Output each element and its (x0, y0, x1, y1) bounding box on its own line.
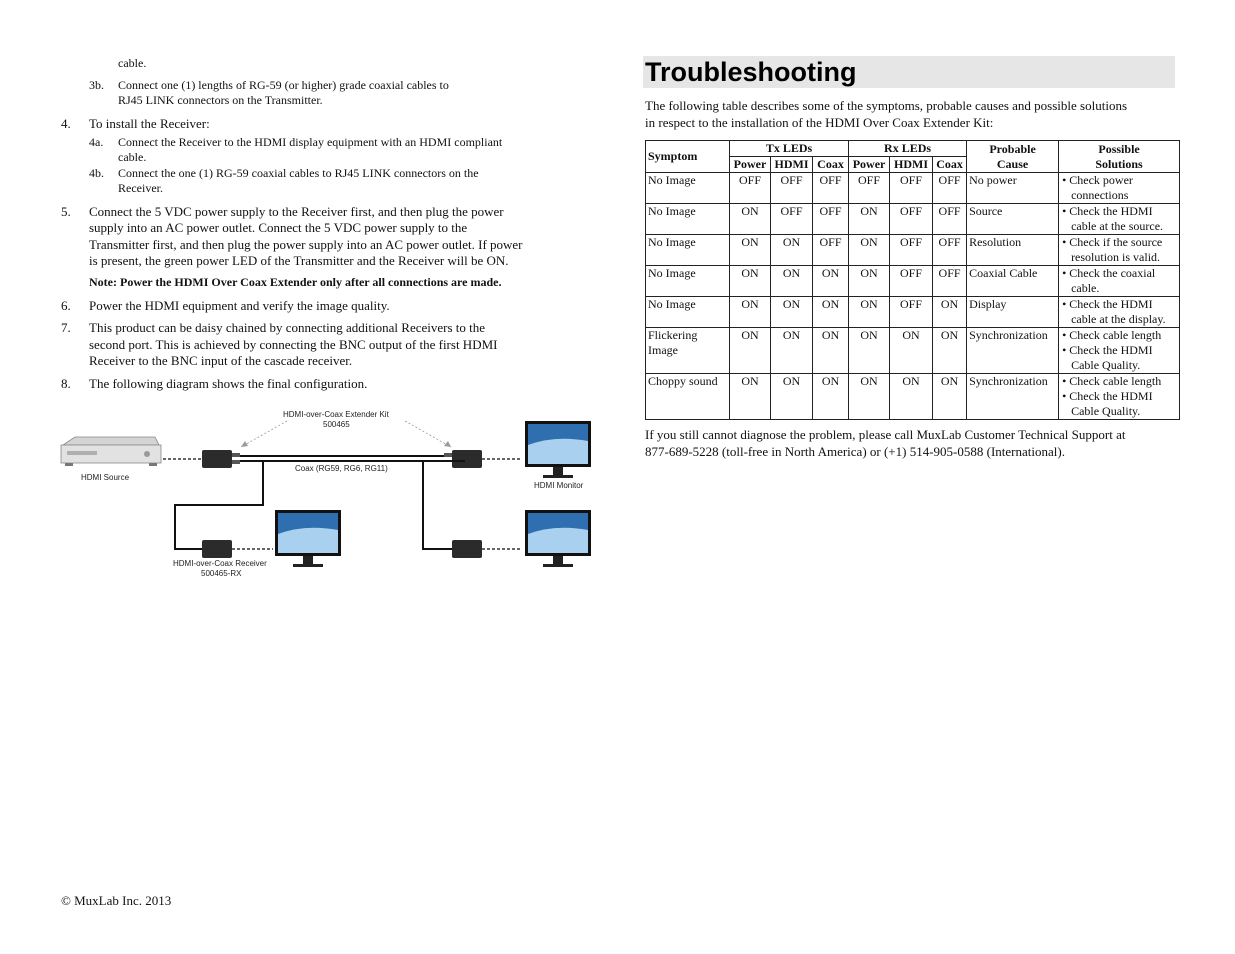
step-4b-line1: Connect the one (1) RG-59 coaxial cables to RJ45 LINK connectors on the (118, 166, 479, 180)
hdmi-monitor-label: HDMI Monitor (534, 481, 584, 490)
header-rx-coax: Coax (933, 157, 967, 173)
step-8-number: 8. (61, 376, 71, 391)
table-row (646, 297, 1180, 328)
cell-rx-power: ON (849, 235, 890, 266)
cell-cause: Synchronization (967, 328, 1059, 374)
step-7-line2: second port. This is achieved by connecting the BNC output of the first HDMI (89, 337, 498, 352)
header-cause-line1: Probable (989, 141, 1036, 156)
cell-tx-hdmi: OFF (771, 204, 813, 235)
table-row (646, 328, 1180, 374)
solution-item: • Check the HDMI cable at the display. (1062, 297, 1166, 326)
cell-tx-coax: OFF (813, 204, 849, 235)
step-7-number: 7. (61, 320, 71, 335)
cell-rx-power: ON (849, 374, 890, 420)
cell-tx-coax: ON (813, 297, 849, 328)
cell-tx-coax: ON (813, 266, 849, 297)
step-4b-line2: Receiver. (118, 181, 163, 195)
outro-line1: If you still cannot diagnose the problem, please call MuxLab Customer Technical Support at (645, 427, 1126, 442)
cell-tx-power: ON (730, 297, 771, 328)
hdmi-source-label: HDMI Source (81, 473, 130, 482)
header-rx-hdmi: HDMI (890, 157, 933, 173)
step-7-line3: Receiver to the BNC input of the cascade receiver. (89, 353, 353, 368)
step3a-continuation: cable. (118, 56, 147, 70)
table-row (646, 235, 1180, 266)
step-4a-line2: cable. (118, 150, 147, 164)
kit-number: 500465 (323, 420, 350, 429)
step-6-number: 6. (61, 298, 71, 313)
cell-tx-hdmi: ON (771, 297, 813, 328)
cell-tx-hdmi: ON (771, 374, 813, 420)
coax-label: Coax (RG59, RG6, RG11) (295, 464, 388, 473)
page-title: Troubleshooting (645, 57, 857, 87)
cell-cause: Display (967, 297, 1059, 328)
power-note: Note: Power the HDMI Over Coax Extender only after all connections are made. (89, 275, 502, 289)
cell-rx-hdmi: OFF (890, 266, 933, 297)
header-solutions-line2: Solutions (1095, 156, 1143, 171)
cell-rx-hdmi: OFF (890, 173, 933, 204)
solution-item: • Check power connections (1062, 173, 1133, 202)
receiver-box-main (452, 450, 482, 468)
cell-rx-coax: OFF (933, 173, 967, 204)
hdmi-monitor-top (525, 421, 591, 478)
step-3b-line2: RJ45 LINK connectors on the Transmitter. (118, 93, 323, 107)
receiver-box-left (202, 540, 232, 558)
header-possible-solutions (1059, 141, 1180, 173)
header-cause-line2: Cause (996, 156, 1029, 171)
cell-rx-hdmi: OFF (890, 204, 933, 235)
cell-cause: Synchronization (967, 374, 1059, 420)
cell-rx-power: ON (849, 266, 890, 297)
cell-tx-power: ON (730, 204, 771, 235)
header-rx-leds: Rx LEDs (849, 141, 967, 157)
step-6-text: Power the HDMI equipment and verify the image quality. (89, 298, 390, 313)
step-5-line4: is present, the green power LED of the Transmitter and the Receiver will be ON. (89, 253, 509, 268)
cell-symptom: No Image (646, 297, 730, 328)
cell-symptom: No Image (646, 266, 730, 297)
intro-line2: in respect to the installation of the HDMI Over Coax Extender Kit: (645, 115, 994, 130)
transmitter-box (202, 450, 232, 468)
cell-tx-coax: OFF (813, 173, 849, 204)
cell-tx-hdmi: ON (771, 266, 813, 297)
step-5-line2: supply into an AC power outlet. Connect the 5 VDC power supply to the (89, 220, 468, 235)
cell-solutions (1059, 297, 1180, 328)
cell-tx-hdmi: OFF (771, 173, 813, 204)
cell-solutions (1059, 173, 1180, 204)
header-tx-hdmi: HDMI (771, 157, 813, 173)
solution-item: • Check the HDMI Cable Quality. (1062, 343, 1153, 372)
cell-rx-power: ON (849, 328, 890, 374)
solution-item: • Check the HDMI Cable Quality. (1062, 389, 1153, 418)
table-row (646, 266, 1180, 297)
step-4-text: To install the Receiver: (89, 116, 210, 131)
cell-solutions (1059, 235, 1180, 266)
cell-rx-power: ON (849, 204, 890, 235)
step-3b-line1: Connect one (1) lengths of RG-59 (or higher) grade coaxial cables to (118, 78, 449, 92)
step-5-line1: Connect the 5 VDC power supply to the Receiver first, and then plug the power (89, 204, 504, 219)
receiver-label: HDMI-over-Coax Receiver (173, 559, 267, 568)
intro-line1: The following table describes some of the symptoms, probable causes and possible solutions (645, 98, 1127, 113)
step-7-line1: This product can be daisy chained by connecting additional Receivers to the (89, 320, 486, 335)
cell-symptom: No Image (646, 235, 730, 266)
cell-tx-hdmi: ON (771, 328, 813, 374)
step-3b-number: 3b. (89, 78, 104, 92)
cell-tx-coax: OFF (813, 235, 849, 266)
cell-cause: Coaxial Cable (967, 266, 1059, 297)
solution-item: • Check if the source resolution is valid. (1062, 235, 1163, 264)
table-row (646, 374, 1180, 420)
cell-symptom: Flickering Image (646, 328, 730, 374)
cell-tx-hdmi: ON (771, 235, 813, 266)
cell-rx-coax: ON (933, 328, 967, 374)
cell-symptom: Choppy sound (646, 374, 730, 420)
header-symptom: Symptom (646, 141, 730, 173)
cell-rx-coax: OFF (933, 204, 967, 235)
troubleshooting-title-bar (643, 56, 1175, 88)
cell-rx-hdmi: ON (890, 328, 933, 374)
header-solutions-line1: Possible (1098, 141, 1140, 156)
cell-tx-power: OFF (730, 173, 771, 204)
cell-rx-hdmi: OFF (890, 297, 933, 328)
header-tx-power: Power (730, 157, 771, 173)
cell-rx-hdmi: ON (890, 374, 933, 420)
table-row (646, 204, 1180, 235)
cell-rx-power: OFF (849, 173, 890, 204)
cell-symptom: No Image (646, 204, 730, 235)
cell-rx-coax: OFF (933, 266, 967, 297)
solution-item: • Check the HDMI cable at the source. (1062, 204, 1164, 233)
copyright-footer: © MuxLab Inc. 2013 (61, 893, 172, 908)
cell-cause: Resolution (967, 235, 1059, 266)
cell-solutions (1059, 328, 1180, 374)
troubleshooting-table (645, 140, 1180, 420)
cell-rx-power: ON (849, 297, 890, 328)
cell-cause: No power (967, 173, 1059, 204)
cell-rx-coax: OFF (933, 235, 967, 266)
hdmi-monitor-lower-right (525, 510, 591, 567)
receiver-box-cascade (452, 540, 482, 558)
kit-label: HDMI-over-Coax Extender Kit (283, 410, 389, 419)
step-4a-number: 4a. (89, 135, 104, 149)
step-4-number: 4. (61, 116, 71, 131)
cell-solutions (1059, 374, 1180, 420)
step-5-line3: Transmitter first, and then plug the power supply into an AC power outlet. If power (89, 237, 523, 252)
step-4b-number: 4b. (89, 166, 104, 180)
cell-rx-coax: ON (933, 374, 967, 420)
outro-line2: 877-689-5228 (toll-free in North America) or (+1) 514-905-0588 (International). (645, 444, 1065, 459)
header-rx-power: Power (849, 157, 890, 173)
receiver-number: 500465-RX (201, 569, 242, 578)
hdmi-monitor-lower-left (275, 510, 341, 567)
solution-item: • Check cable length (1062, 374, 1162, 388)
cell-tx-coax: ON (813, 374, 849, 420)
cell-tx-power: ON (730, 235, 771, 266)
step-5-number: 5. (61, 204, 71, 219)
header-tx-coax: Coax (813, 157, 849, 173)
cell-symptom: No Image (646, 173, 730, 204)
cell-tx-power: ON (730, 266, 771, 297)
header-tx-leds: Tx LEDs (730, 141, 849, 157)
step-8-text: The following diagram shows the final configuration. (89, 376, 368, 391)
cell-solutions (1059, 204, 1180, 235)
table-row (646, 173, 1180, 204)
cell-tx-coax: ON (813, 328, 849, 374)
header-probable-cause (967, 141, 1059, 173)
cell-rx-hdmi: OFF (890, 235, 933, 266)
table-header-row-1 (646, 141, 1180, 157)
cell-tx-power: ON (730, 328, 771, 374)
cell-tx-power: ON (730, 374, 771, 420)
cell-cause: Source (967, 204, 1059, 235)
cell-rx-coax: ON (933, 297, 967, 328)
configuration-diagram (55, 405, 595, 580)
hdmi-source-device (61, 437, 161, 466)
solution-item: • Check cable length (1062, 328, 1162, 342)
solution-item: • Check the coaxial cable. (1062, 266, 1156, 295)
cell-solutions (1059, 266, 1180, 297)
step-4a-line1: Connect the Receiver to the HDMI display equipment with an HDMI compliant (118, 135, 503, 149)
